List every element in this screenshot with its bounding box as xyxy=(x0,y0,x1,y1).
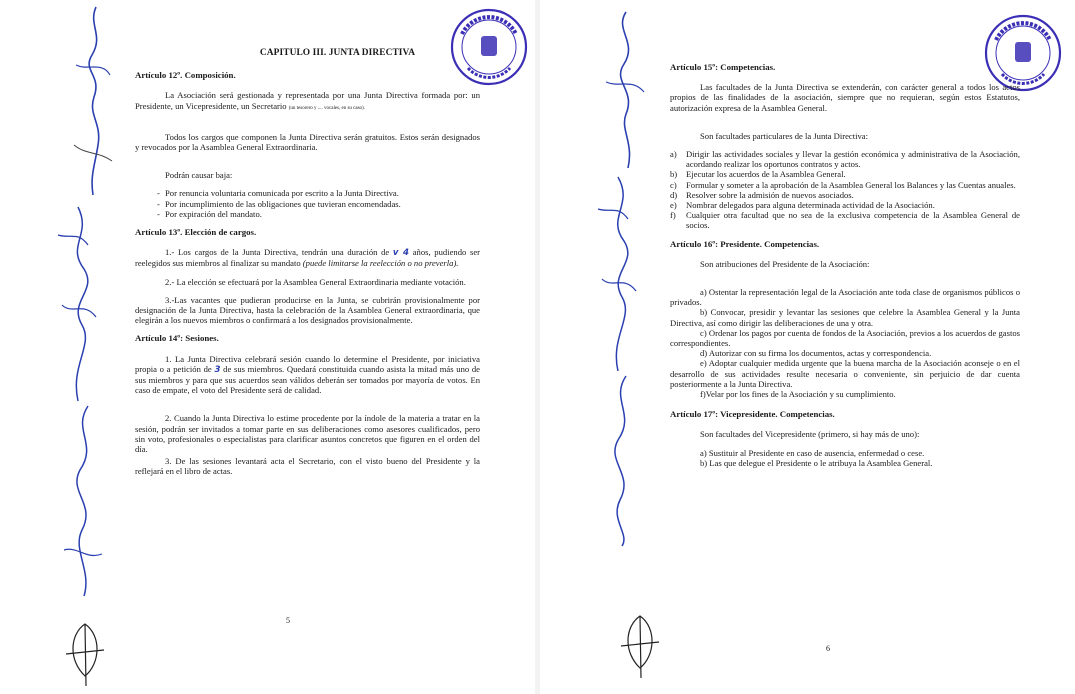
list-item: - Por incumplimiento de las obligaciones que tuvieran encomendadas. xyxy=(157,198,401,209)
article-16-heading: Artículo 16º: Presidente. Competencias. xyxy=(670,238,820,249)
page-left xyxy=(0,0,535,694)
article-12-paragraph-1 xyxy=(135,90,480,113)
article-13-paragraph-2: 2.- La elección se efectuará por la Asamblea General Extraordinaria mediante votación. xyxy=(165,276,466,287)
article-13-paragraph-3: 3.-Las vacantes que pudieran producirse en la Junta, se cubrirán provisionalmente por designación de la Junta Directiva, hasta la celebración de la Asamblea General extraordinaria, que elegirán a los nuevos miembros o confirmará a los designados provisionalmente. xyxy=(135,294,480,326)
page-number-right: 6 xyxy=(826,644,830,653)
article-13-heading: Artículo 13º. Elección de cargos. xyxy=(135,227,257,238)
list-item: b) Ejecutar los acuerdos de la Asamblea General. xyxy=(670,169,846,180)
article-12-bullets xyxy=(135,188,480,219)
right-page-content xyxy=(670,62,1020,476)
list-item: d) Resolver sobre la admisión de nuevos asociados. xyxy=(670,189,854,200)
list-item: c) Formular y someter a la aprobación de la Asamblea General los Balances y las Cuentas anuales. xyxy=(670,179,1016,190)
signature-mid-left xyxy=(48,205,108,405)
list-item: - Por renuncia voluntaria comunicada por escrito a la Junta Directiva. xyxy=(157,188,399,199)
article-15-heading: Artículo 15º: Competencias. xyxy=(670,62,776,72)
chapter-title: CAPITULO III. JUNTA DIRECTIVA xyxy=(259,48,416,58)
handwritten-members: 3 xyxy=(214,364,221,375)
signature-low-left xyxy=(52,400,112,600)
article-12-p1-small: (un tesorero y .... vocales, en su caso). xyxy=(288,105,365,111)
article-12-paragraph-2: Todos los cargos que componen la Junta Directiva serán gratuitos. Estos serán designados y revocados por la Asamblea General Extraordinaria. xyxy=(135,131,480,153)
article-16-paragraph-1: Son atribuciones del Presidente de la Asociación: xyxy=(700,258,870,269)
list-item: a) Dirigir las actividades sociales y llevar la gestión económica y administrativa de la Asociación, acordando realizar los oportunos contratos y actos. xyxy=(670,149,1020,170)
signature-top-right xyxy=(600,8,650,178)
left-page-content xyxy=(135,48,480,485)
article-13-paragraph-1: 1.- Los cargos de la Junta Directiva, tendrán una duración de v 4 años, pudiendo ser reelegidos sus miembros al finalizar su mandato (puede limitarse la reelección o no preverla). xyxy=(135,247,480,269)
list-item: e) Nombrar delegados para alguna determinada actividad de la Asociación. xyxy=(670,200,935,211)
article-16-item-a: a) Ostentar la representación legal de la Asociación ante toda clase de organismos públicos o privados. xyxy=(670,287,1020,308)
article-16-item-e: e) Adoptar cualquier medida urgente que la buena marcha de la Asociación aconseje o en el desarrollo de sus actividades resulte necesaria o conveniente, sin perjuicio de dar cuenta posteriormente a la Junta Directiva. xyxy=(670,358,1020,389)
article-12-p1-text: La Asociación será gestionada y representada por una Junta Directiva formada por: un Presidente, un Vicepresidente, un Secretario xyxy=(135,90,480,111)
article-15-items xyxy=(670,149,1020,231)
list-item: f) Cualquier otra facultad que no sea de la exclusiva competencia de la Asamblea General de socios. xyxy=(670,210,1020,231)
article-17-paragraph-1: Son facultades del Vicepresidente (primero, si hay más de uno): xyxy=(700,429,920,440)
article-12-paragraph-3: Podrán causar baja: xyxy=(165,170,233,181)
article-16-item-c: c) Ordenar los pagos por cuenta de fondos de la Asociación, previos a los acuerdos de gastos correspondientes. xyxy=(670,327,1020,349)
article-12-heading: Artículo 12º. Composición. xyxy=(135,70,236,81)
article-17-heading: Artículo 17º: Vicepresidente. Competencias. xyxy=(670,409,835,420)
article-14-paragraph-2: 2. Cuando la Junta Directiva lo estime procedente por la índole de la materia a tratar en la sesión, podrán ser invitados a tomar parte en sus deliberaciones como asesores cualificados, pero sin voto, profesionales o especialistas para clarificar asuntos concretos que figuren en el orden del día. xyxy=(135,413,480,455)
article-16-item-d: d) Autorizar con su firma los documentos, actas y correspondencia. xyxy=(700,348,932,359)
article-17-item-b: b) Las que delegue el Presidente o le atribuya la Asamblea General. xyxy=(700,457,933,468)
article-16-item-b: b) Convocar, presidir y levantar las sesiones que celebre la Asamblea General y la Junta Directiva, así como dirigir las deliberaciones de una y otra. xyxy=(670,307,1020,328)
article-14-heading: Artículo 14º: Sesiones. xyxy=(135,333,219,344)
list-item: - Por expiración del mandato. xyxy=(157,208,262,219)
signature-bottom-left xyxy=(60,620,110,690)
article-16-item-f: f)Velar por los fines de la Asociación y su cumplimiento. xyxy=(700,389,896,400)
article-15-paragraph-2: Son facultades particulares de la Junta Directiva: xyxy=(700,130,868,141)
signature-mid-right xyxy=(588,175,648,375)
article-17-item-a: a) Sustituir al Presidente en caso de ausencia, enfermedad o cese. xyxy=(700,447,925,458)
signature-low-right xyxy=(590,370,650,550)
signature-bottom-right xyxy=(615,612,665,682)
article-14-paragraph-1: 1. La Junta Directiva celebrará sesión cuando lo determine el Presidente, por iniciativa propia o a petición de 3 de sus miembros. Quedará constituida cuando asista la mitad más uno de sus miembros y para que sus acuerdos sean válidos deberán ser tomados por mayoría de votos. En caso de empate, el voto del Presidente será de calidad. xyxy=(135,353,480,396)
handwritten-duration: v 4 xyxy=(392,248,410,259)
signature-top-left xyxy=(68,5,118,205)
article-14-paragraph-3: 3. De las sesiones levantará acta el Secretario, con el visto bueno del Presidente y la reflejará en el libro de actas. xyxy=(135,456,480,477)
page-number-left: 5 xyxy=(286,616,290,625)
page-right xyxy=(540,0,1075,694)
article-15-paragraph-1: Las facultades de la Junta Directiva se extenderán, con carácter general a todos los actos propios de las finalidades de la asociación, siempre que no requieran, según estos Estatutos, autorización expresa de la Asamblea General. xyxy=(670,82,1020,113)
